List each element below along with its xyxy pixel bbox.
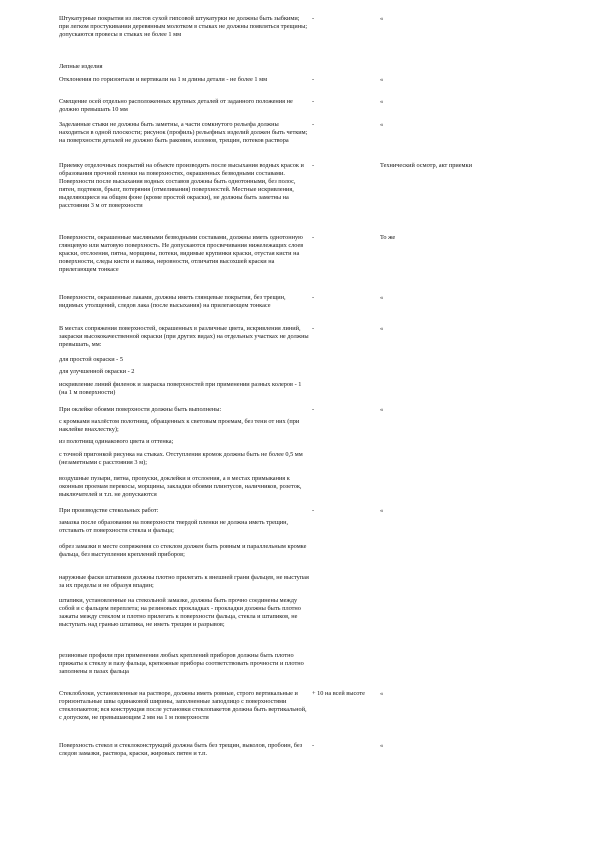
control-method: « <box>380 507 384 514</box>
tolerance-value: - <box>312 406 315 413</box>
requirement-text: для простой окраски - 5 <box>59 356 123 363</box>
requirement-text: наружные фаски штапиков должны плотно прилегать к внешней грани фальцев, не выступая за их пределы и не образуя впадин; <box>59 574 309 590</box>
requirement-text: При оклейке обоями поверхности должны быть выполнены: <box>59 406 222 413</box>
tolerance-value: - <box>312 507 315 514</box>
control-method: « <box>380 121 384 128</box>
tolerance-value: - <box>312 742 315 749</box>
requirement-text: Поверхности, окрашенные масляными безводными составами, должны иметь однотонную глянцевую или матовую поверхность. Не допускаются просвечивания нижележащих слоев краски, отслоения, пятна, морщины, потеки, видимые крупинки краски, отустая кисти на поверхности, следы кисти и валика, неровности, отличатия высохшей краски на прилегающем тонкасе <box>59 234 304 274</box>
control-method: Технический осмотр, акт приемки <box>380 162 472 169</box>
requirement-text: Заделанные стыки не должны быть заметны, а части сомкнутого рельефа должны находиться в одной плоскости; рисунок (профиль) рельефных изделий должен быть четким; на поверхности деталей не должно быть раковин, изломов, трещин, потеков раствора <box>59 121 308 145</box>
control-method: « <box>380 742 384 749</box>
tolerance-value: - <box>312 325 315 332</box>
control-method: « <box>380 325 384 332</box>
requirement-text: с кромками нахлёстом полотнищ, обращенных к световым проемам, без тени от них (при наклейке внахлестку); <box>59 418 300 434</box>
tolerance-value: - <box>312 15 315 22</box>
requirement-text: Приемку отделочных покрытий на объекте производить после высыхания водных красок и образования прочной пленки на поверхностях, окрашенных безводными составами. Поверхности после высыхания водных составов должны быть однотонными, без полос, пятен, подтеков, брызг, потеряния (отмеливания) поверхностей. Местные искривления, выделяющиеся на общем фоне (кроме простой окраски), не должны быть заметны на расстоянии 3 м от поверхности <box>59 162 304 210</box>
tolerance-value: - <box>312 98 315 105</box>
control-method: « <box>380 294 384 301</box>
requirement-text: воздушные пузыри, пятна, пропуски, доклейки и отслоения, а в местах примыкания к оконным проемам перекосы, морщины, закладки обоями плинтусов, наличников, розеток, выключателей и т.п. не допускаются <box>59 475 302 499</box>
tolerance-value: - <box>312 162 315 169</box>
requirement-text: резиновые профили при применении любых креплений приборов должны быть плотно прижаты к стеклу и пазу фальца, крепежные приборы соответствовать прочности и плотно заполнены в пазах фальца <box>59 652 304 676</box>
requirement-text: для улучшенной окраски - 2 <box>59 368 135 375</box>
requirement-text: обрез замазки в месте сопряжения со стеклом должен быть ровным и параллельным кромке фальца, без выступления креплений приборов; <box>59 543 307 559</box>
requirement-text: Поверхность стекол и стеклоконструкций должна быть без трещин, выколов, пробоин, без следов замазки, раствора, краски, жировых пятен и т.п. <box>59 742 303 758</box>
requirement-text: из полотнищ одинакового цвета и оттенка; <box>59 438 174 445</box>
control-method: « <box>380 98 384 105</box>
control-method: « <box>380 690 384 697</box>
control-method: То же <box>380 234 396 241</box>
tolerance-value: + 10 на всей высоте <box>312 690 365 697</box>
control-method: « <box>380 76 384 83</box>
requirement-text: с точной пригонкой рисунка на стыках. Отступления кромок должны быть не более 0,5 мм (незаметными с расстояния 3 м); <box>59 451 303 467</box>
requirement-text: Отклонения по горизонтали и вертикали на 1 м длины детали - не более 1 мм <box>59 76 268 83</box>
requirement-text: Смещение осей отдельно расположенных крупных деталей от заданного положения не должно превышать 10 мм <box>59 98 293 114</box>
requirement-text: При производстве стекольных работ: <box>59 507 159 514</box>
requirement-text: Стеклоблоки, установленные на растворе, должны иметь ровные, строго вертикальные и горизонтальные швы одинаковой ширины, заполненные заподлицо с поверхностями стеклопакетов; вся конструкция после установки стеклопакетов должна быть вертикальной, с допуском, не превышающим 2 мм на 1 м поверхности <box>59 690 307 722</box>
tolerance-value: - <box>312 234 315 241</box>
requirement-text: Штукатурные покрытия из листов сухой гипсовой штукатурки не должны быть зыбкими; при легком простукивании деревянным молотком в стыках не должны появляться трещины; допускаются провесы в стыках не более 1 мм <box>59 15 308 39</box>
control-method: « <box>380 406 384 413</box>
control-method: « <box>380 15 384 22</box>
section-heading: Лепные изделия <box>59 63 103 70</box>
requirement-text: Поверхности, окрашенные лаками, должны иметь глянцевые покрытия, без трещин, видимых утолщений, следов лака (после высыхания) на прилегающем тонкасе <box>59 294 286 310</box>
requirement-text: замазка после образования на поверхности твердой пленки не должна иметь трещин, отставать от поверхности стекла и фальца; <box>59 519 289 535</box>
tolerance-value: - <box>312 76 315 83</box>
requirement-text: искривление линий филенок и закраска поверхностей при применении разных колеров - 1 (на 1 м поверхности) <box>59 381 302 397</box>
requirement-text: штапики, установленные на стекольной замазке, должны быть прочно соединены между собой и с фальцем переплета; на резиновых прокладках - прокладки должны быть плотно зажаты между стеклом и плотно прилегать к поверхности фальца, стекла и штапиков, не выступать над гранью штапика, не иметь трещин и разрывов; <box>59 597 301 629</box>
tolerance-value: - <box>312 294 315 301</box>
requirement-text: В местах сопряжения поверхностей, окрашенных в различные цвета, искривления линий, закраски высококачественной окраски (при других видах) на отдельных участках не должны превышать, мм: <box>59 325 309 349</box>
tolerance-value: - <box>312 121 315 128</box>
